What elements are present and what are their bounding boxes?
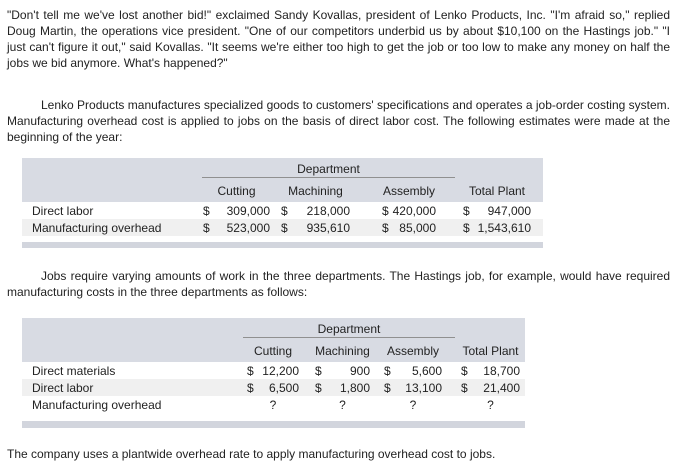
column-header-row <box>22 178 543 202</box>
amount-cell <box>241 363 305 379</box>
column-header-total-plant: Total Plant <box>468 184 526 198</box>
column-header-assembly: Assembly <box>382 184 435 198</box>
currency-symbol: $ <box>247 380 254 395</box>
amount-cell <box>276 220 356 236</box>
department-label: Department <box>297 162 360 176</box>
amount-cell <box>305 363 376 379</box>
amount-cell <box>305 380 376 396</box>
amount-cell <box>197 220 276 236</box>
amount-cell <box>276 203 356 219</box>
currency-symbol: $ <box>461 363 468 378</box>
row-label: Direct labor <box>32 203 94 218</box>
amount-value: 85,000 <box>399 220 436 235</box>
column-header-cutting: Cutting <box>217 184 256 198</box>
currency-symbol: $ <box>382 203 389 218</box>
column-header-total-plant: Total Plant <box>462 344 519 358</box>
department-group-header <box>202 158 455 178</box>
currency-symbol: $ <box>463 203 470 218</box>
table-bottom-bar <box>22 421 525 428</box>
table-row <box>22 362 525 379</box>
amount-value: 523,000 <box>226 220 270 235</box>
amount-value: 900 <box>349 363 370 378</box>
department-group-header <box>243 318 455 338</box>
amount-value: 218,000 <box>306 203 350 218</box>
amount-cell <box>376 363 448 379</box>
jobs-description-paragraph: Jobs require varying amounts of work in the three departments. The Hastings job, for example, would have required manufacturing costs in the three departments as follows: <box>7 269 670 299</box>
table-row <box>22 396 525 413</box>
column-header-cutting: Cutting <box>253 344 293 358</box>
amount-value: 12,200 <box>262 363 299 378</box>
amount-cell <box>442 220 543 236</box>
table-row <box>22 219 543 236</box>
annual-estimates-table <box>22 158 543 248</box>
currency-symbol: $ <box>203 203 210 218</box>
currency-symbol: $ <box>461 380 468 395</box>
amount-cell <box>197 203 276 219</box>
amount-value: 6,500 <box>268 380 299 395</box>
column-header-assembly: Assembly <box>386 344 439 358</box>
table-header <box>22 318 525 362</box>
amount-value: 947,000 <box>487 203 531 218</box>
unknown-amount-cell: ? <box>339 397 346 412</box>
amount-value: 1,543,610 <box>477 220 531 235</box>
currency-symbol: $ <box>281 220 288 235</box>
amount-value: 13,100 <box>405 380 442 395</box>
currency-symbol: $ <box>315 380 322 395</box>
currency-symbol: $ <box>203 220 210 235</box>
table-bottom-bar <box>22 242 543 248</box>
amount-cell <box>241 380 305 396</box>
department-label: Department <box>317 322 381 336</box>
table-header <box>22 158 543 202</box>
row-label: Direct materials <box>32 363 116 378</box>
amount-cell <box>448 363 525 379</box>
amount-cell <box>356 203 442 219</box>
row-label: Direct labor <box>32 380 94 395</box>
hastings-job-costs-table <box>22 318 525 428</box>
intro-dialogue-paragraph: "Don't tell me we've lost another bid!" exclaimed Sandy Kovallas, president of Lenko Products, Inc. "I'm afraid so," replied Doug Martin, the operations vice president. "One of our competitors underbid us by about $10,100 on the Hastings job." "I just can't figure it out," said Kovallas. "It seems we're either too high to get the job or too low to make any money on half the jobs we bid anymore. What's happened?" <box>7 8 670 70</box>
amount-cell <box>376 380 448 396</box>
currency-symbol: $ <box>281 203 288 218</box>
column-header-machining: Machining <box>315 344 370 358</box>
currency-symbol: $ <box>247 363 254 378</box>
plantwide-rate-paragraph: The company uses a plantwide overhead rate to apply manufacturing overhead cost to jobs. <box>7 447 496 461</box>
amount-cell <box>448 380 525 396</box>
amount-value: 420,000 <box>392 203 436 218</box>
currency-symbol: $ <box>315 363 322 378</box>
table-row <box>22 379 525 396</box>
row-label: Manufacturing overhead <box>32 397 162 412</box>
currency-symbol: $ <box>382 220 389 235</box>
company-description-paragraph: Lenko Products manufactures specialized goods to customers' specifications and operates a job-order costing system. Manufacturing overhead cost is applied to jobs on the basis of direct labor cost. The following estimates were made at the beginning of the year: <box>7 98 670 144</box>
unknown-amount-cell: ? <box>269 397 277 412</box>
unknown-amount-cell: ? <box>487 397 494 412</box>
currency-symbol: $ <box>384 363 391 378</box>
column-header-row <box>22 338 525 362</box>
column-header-machining: Machining <box>288 184 343 198</box>
row-label: Manufacturing overhead <box>32 220 162 235</box>
amount-value: 309,000 <box>226 203 270 218</box>
amount-value: 5,600 <box>411 363 442 378</box>
amount-value: 935,610 <box>306 220 350 235</box>
amount-cell <box>442 203 543 219</box>
unknown-amount-cell: ? <box>409 397 417 412</box>
table-row <box>22 202 543 219</box>
amount-cell <box>356 220 442 236</box>
amount-value: 18,700 <box>483 363 520 378</box>
currency-symbol: $ <box>463 220 470 235</box>
amount-value: 21,400 <box>483 380 520 395</box>
amount-value: 1,800 <box>339 380 370 395</box>
currency-symbol: $ <box>384 380 391 395</box>
